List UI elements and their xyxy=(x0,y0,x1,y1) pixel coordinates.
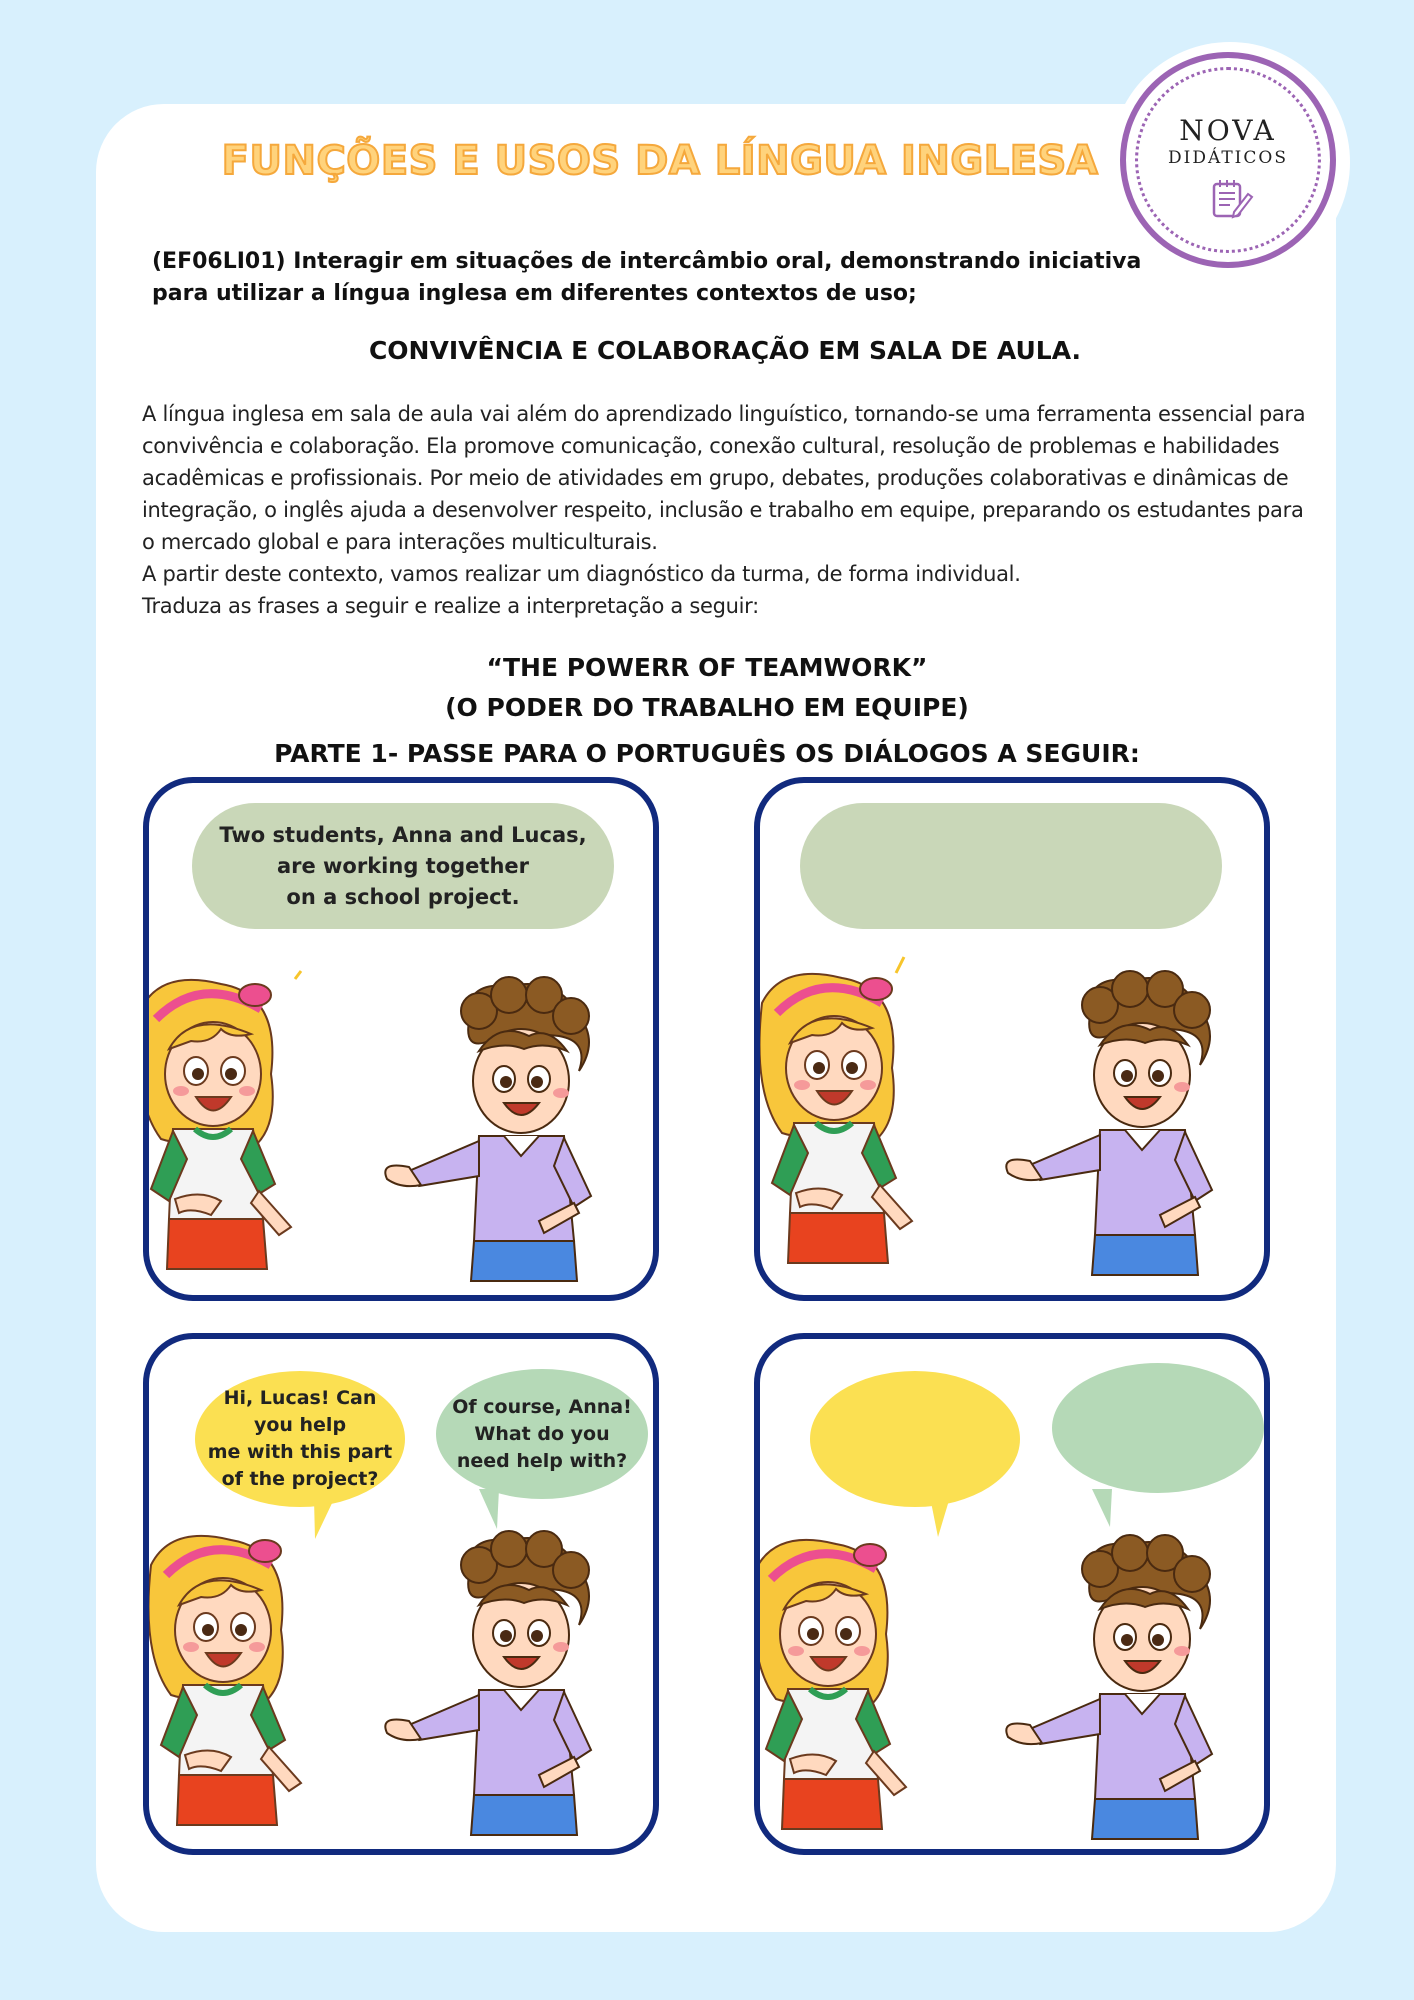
story-title-english: “THE POWERR OF TEAMWORK” xyxy=(486,653,928,682)
intro-text xyxy=(142,398,1322,622)
narration-bubble xyxy=(192,803,614,929)
story-title xyxy=(200,648,1214,728)
intro-diagnostic-line: A partir deste contexto, vamos realizar um diagnóstico da turma, de forma individual. xyxy=(142,562,1021,586)
lucas-line-1: Of course, Anna! xyxy=(452,1395,632,1418)
comic-panel-1 xyxy=(143,777,659,1301)
comic-panel-3 xyxy=(143,1333,659,1855)
anna-line-2: you help xyxy=(253,1414,347,1436)
lucas-speech-bubble xyxy=(436,1369,648,1499)
skill-code-text: (EF06LI01) Interagir em situações de intercâmbio oral, demonstrando iniciativa para utilizar a língua inglesa em diferentes contextos de uso; xyxy=(152,249,1142,306)
lucas-line-2: What do you xyxy=(474,1422,610,1445)
logo-text-nova: NOVA xyxy=(1179,114,1277,147)
lucas-line-3: need help with? xyxy=(456,1449,628,1472)
narration-answer-bubble[interactable] xyxy=(800,803,1222,929)
anna-answer-bubble[interactable] xyxy=(810,1371,1020,1507)
intro-instruction-line: Traduza as frases a seguir e realize a interpretação a seguir: xyxy=(142,594,759,618)
logo-text-didaticos: DIDÁTICOS xyxy=(1168,148,1288,168)
intro-paragraph: A língua inglesa em sala de aula vai além do aprendizado linguístico, tornando-se uma ferramenta essencial para convivência e colaboração. Ela promove comunicação, conexão cultural, resolução de problemas e habilidades acadêmicas e profissionais. Por meio de atividades em grupo, debates, produções colaborativas e dinâmicas de integração, o inglês ajuda a desenvolver respeito, inclusão e trabalho em equipe, preparando os estudantes para o mercado global e para interações multiculturais. xyxy=(142,402,1306,554)
section-title: CONVIVÊNCIA E COLABORAÇÃO EM SALA DE AULA. xyxy=(368,336,1082,365)
anna-line-1: Hi, Lucas! Can xyxy=(223,1387,377,1409)
notepad-pencil-icon xyxy=(1208,176,1254,222)
lucas-answer-bubble[interactable] xyxy=(1052,1363,1264,1493)
narration-line-1: Two students, Anna and Lucas, xyxy=(219,822,587,847)
anna-line-3: me with this part xyxy=(207,1441,393,1463)
narration-line-2: are working together xyxy=(276,853,530,878)
anna-speech-bubble xyxy=(195,1371,405,1507)
comic-panel-2 xyxy=(754,777,1270,1301)
page-title: FUNÇÕES E USOS DA LÍNGUA INGLESA xyxy=(221,138,1099,184)
comic-panel-4 xyxy=(754,1333,1270,1855)
narration-line-3: on a school project. xyxy=(286,884,520,909)
story-title-portuguese: (O PODER DO TRABALHO EM EQUIPE) xyxy=(445,693,969,722)
anna-line-4: of the project? xyxy=(221,1468,379,1490)
part-1-instruction: PARTE 1- PASSE PARA O PORTUGUÊS OS DIÁLOGOS A SEGUIR: xyxy=(274,739,1140,768)
logo xyxy=(1120,52,1336,268)
